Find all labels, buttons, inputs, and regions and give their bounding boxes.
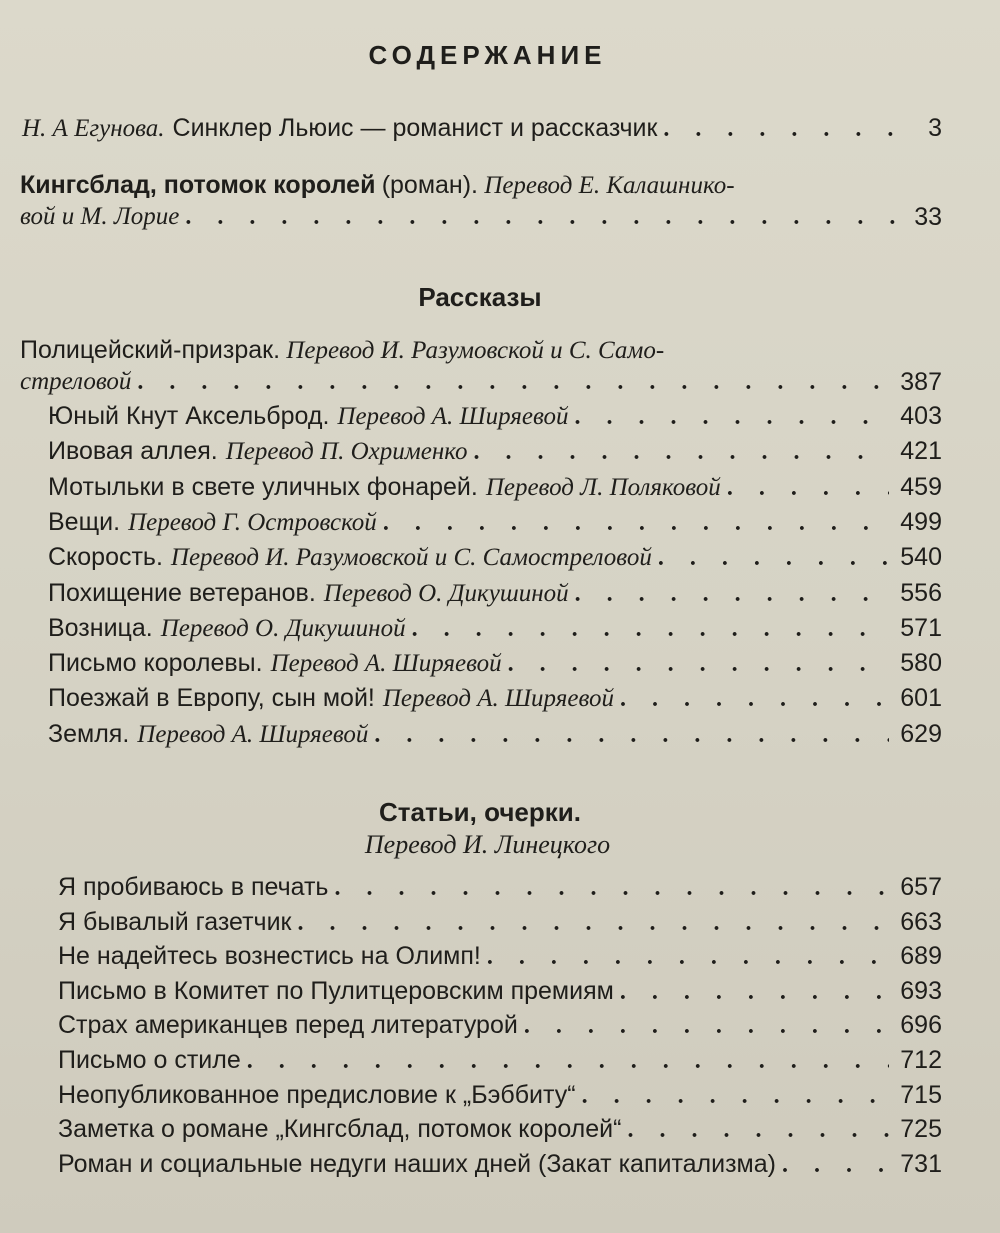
story-translator: Перевод О. Дикушиной bbox=[160, 614, 406, 642]
page-number: 499 bbox=[900, 507, 942, 536]
article-entry bbox=[0, 939, 1000, 973]
article-line bbox=[58, 1043, 895, 1078]
stories-heading: Рассказы bbox=[418, 282, 542, 312]
article-line bbox=[58, 974, 895, 1009]
story-entry bbox=[0, 505, 1000, 539]
story-translator: Перевод Л. Поляковой bbox=[485, 473, 721, 501]
dot-leader bbox=[383, 506, 889, 540]
story-translator: Перевод Г. Островской bbox=[128, 508, 377, 536]
article-line bbox=[58, 939, 895, 974]
story-translator: Перевод А. Ширяевой bbox=[337, 403, 569, 430]
page-number: 556 bbox=[900, 578, 942, 607]
article-title: Страх американцев перед литературой bbox=[58, 1011, 518, 1040]
story-line bbox=[48, 611, 895, 646]
page-number: 580 bbox=[900, 649, 942, 678]
page-number: 725 bbox=[900, 1115, 942, 1144]
novel-line2 bbox=[20, 200, 905, 234]
article-entry bbox=[0, 905, 1000, 939]
page-number: 731 bbox=[900, 1149, 942, 1178]
article-line bbox=[58, 1147, 895, 1182]
article-entry bbox=[0, 974, 1000, 1008]
dot-leader bbox=[782, 1148, 889, 1182]
story-line bbox=[48, 540, 895, 575]
dot-leader bbox=[473, 435, 889, 469]
article-line bbox=[58, 1112, 895, 1147]
page-number: 629 bbox=[900, 719, 942, 748]
story-translator: Перевод А. Ширяевой bbox=[382, 685, 614, 713]
story-title: Юный Кнут Аксельброд. bbox=[48, 402, 330, 430]
article-entry bbox=[0, 1147, 1000, 1181]
story-entry bbox=[0, 576, 1000, 610]
dot-leader bbox=[297, 906, 889, 940]
article-entry bbox=[0, 1043, 1000, 1077]
dot-leader bbox=[508, 647, 889, 681]
story-translator: Перевод И. Разумовской и С. Самостреловой bbox=[170, 544, 652, 572]
novel-entry bbox=[20, 168, 900, 203]
page-title: СОДЕРЖАНИЕ bbox=[368, 40, 607, 70]
dot-leader bbox=[620, 682, 889, 716]
dot-leader bbox=[620, 975, 889, 1009]
story-entry bbox=[0, 717, 1000, 751]
article-entry bbox=[0, 870, 1000, 904]
story-entry bbox=[0, 681, 1000, 715]
article-line bbox=[58, 905, 895, 940]
dot-leader bbox=[137, 365, 889, 399]
page-number: 657 bbox=[900, 873, 942, 901]
story-translator-line1: Перевод И. Разумовской и С. Само- bbox=[286, 337, 665, 364]
page-number: 33 bbox=[914, 203, 942, 231]
story-title: Вещи. bbox=[48, 507, 121, 536]
novel-title: Кингсблад, потомок королей bbox=[20, 171, 376, 199]
article-title: Заметка о романе „Кингсблад, потомок королей“ bbox=[58, 1115, 622, 1144]
articles-heading: Статьи, очерки. bbox=[378, 797, 581, 827]
article-entry bbox=[0, 1008, 1000, 1042]
story-entry-first bbox=[20, 333, 900, 368]
story-line2 bbox=[20, 365, 895, 399]
page-number: 696 bbox=[900, 1011, 942, 1040]
story-title: Скорость. bbox=[48, 543, 163, 572]
story-translator-line2: стреловой bbox=[20, 368, 132, 395]
page-number: 403 bbox=[900, 402, 942, 430]
story-title: Возница. bbox=[48, 613, 153, 642]
story-title: Поезжай в Европу, сын мой! bbox=[48, 684, 375, 713]
article-title: Письмо в Комитет по Пулитцеровским премиям bbox=[58, 976, 614, 1005]
article-title: Я бывалый газетчик bbox=[58, 907, 292, 936]
article-entry bbox=[0, 1112, 1000, 1146]
dot-leader bbox=[374, 718, 889, 752]
dot-leader bbox=[727, 471, 889, 505]
page-number: 689 bbox=[900, 942, 942, 971]
story-line bbox=[48, 576, 895, 611]
page-number: 712 bbox=[900, 1046, 942, 1074]
intro-line bbox=[22, 111, 905, 146]
dot-leader bbox=[334, 871, 889, 905]
page-number: 693 bbox=[900, 976, 942, 1005]
page-number: 601 bbox=[900, 684, 942, 713]
page-number: 3 bbox=[928, 114, 942, 142]
dot-leader bbox=[247, 1044, 889, 1078]
article-title: Письмо о стиле bbox=[58, 1046, 241, 1074]
story-entry bbox=[0, 399, 1000, 433]
article-line bbox=[58, 870, 895, 905]
story-translator: Перевод О. Дикушиной bbox=[323, 579, 569, 607]
page-number: 571 bbox=[900, 613, 942, 642]
story-title: Земля. bbox=[48, 719, 130, 748]
article-title: Роман и социальные недуги наших дней (Закат капитализма) bbox=[58, 1149, 776, 1178]
story-entry bbox=[0, 540, 1000, 574]
story-line bbox=[48, 434, 895, 469]
novel-translator-line1: Перевод Е. Калашнико- bbox=[484, 172, 735, 199]
articles-translator: Перевод И. Линецкого bbox=[364, 830, 611, 859]
page-number: 459 bbox=[900, 472, 942, 501]
story-entry bbox=[0, 646, 1000, 680]
dot-leader bbox=[575, 577, 889, 611]
article-line bbox=[58, 1008, 895, 1043]
page-number: 540 bbox=[900, 543, 942, 572]
article-title: Не надейтесь вознестись на Олимп! bbox=[58, 942, 481, 971]
page-number: 421 bbox=[900, 437, 942, 466]
story-line bbox=[48, 505, 895, 540]
dot-leader bbox=[627, 1113, 889, 1147]
article-title: Я пробиваюсь в печать bbox=[58, 873, 329, 901]
story-line bbox=[48, 681, 895, 716]
intro-author: Н. А Егунова. bbox=[22, 115, 165, 142]
intro-entry bbox=[0, 111, 1000, 145]
article-entry bbox=[0, 1078, 1000, 1112]
dot-leader bbox=[575, 400, 890, 434]
story-entry bbox=[0, 470, 1000, 504]
story-translator: Перевод П. Охрименко bbox=[225, 438, 468, 466]
story-title: Полицейский-призрак. bbox=[20, 336, 281, 364]
story-entry-first-line2 bbox=[0, 365, 1000, 399]
story-title: Похищение ветеранов. bbox=[48, 578, 316, 607]
story-title: Ивовая аллея. bbox=[48, 437, 218, 466]
novel-translator-line2: вой и М. Лорие bbox=[20, 203, 180, 230]
dot-leader bbox=[185, 200, 899, 234]
story-entry bbox=[0, 434, 1000, 468]
story-title: Письмо королевы. bbox=[48, 649, 263, 678]
page-number: 663 bbox=[900, 907, 942, 936]
story-title: Мотыльки в свете уличных фонарей. bbox=[48, 472, 478, 501]
story-line bbox=[48, 646, 895, 681]
page-number: 715 bbox=[900, 1080, 942, 1109]
story-line bbox=[48, 470, 895, 505]
story-entry bbox=[0, 611, 1000, 645]
novel-genre: (роман). bbox=[381, 171, 479, 199]
dot-leader bbox=[582, 1079, 889, 1113]
story-translator: Перевод А. Ширяевой bbox=[270, 650, 502, 678]
intro-text: Синклер Льюис — романист и рассказчик bbox=[172, 114, 658, 142]
page-number: 387 bbox=[900, 368, 942, 396]
dot-leader bbox=[524, 1009, 889, 1043]
story-translator: Перевод А. Ширяевой bbox=[137, 720, 369, 748]
dot-leader bbox=[658, 541, 889, 575]
dot-leader bbox=[663, 112, 899, 146]
story-line bbox=[48, 717, 895, 752]
dot-leader bbox=[412, 612, 889, 646]
article-line bbox=[58, 1078, 895, 1113]
dot-leader bbox=[487, 940, 889, 974]
novel-entry-line2 bbox=[0, 200, 1000, 234]
story-line bbox=[48, 399, 895, 434]
article-title: Неопубликованное предисловие к „Бэббиту“ bbox=[58, 1080, 576, 1109]
